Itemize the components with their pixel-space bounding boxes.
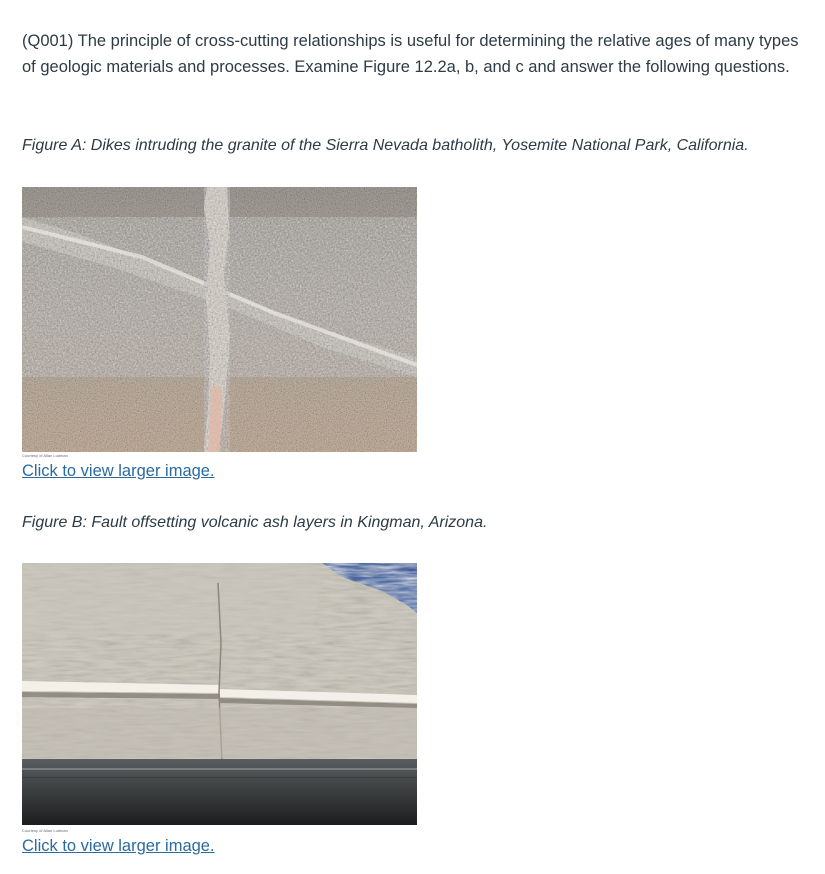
figure-a-view-larger-link[interactable]: Click to view larger image. bbox=[22, 462, 215, 480]
figure-a-caption: Figure A: Dikes intruding the granite of the Sierra Nevada batholith, Yosemite National Park, California. bbox=[22, 137, 749, 154]
question-text: (Q001) The principle of cross-cutting relationships is useful for determining the relative ages of many types of geologic materials and processes. Examine Figure 12.2a, b, and c and answer the following questions. bbox=[22, 32, 799, 76]
figure-a-image bbox=[22, 187, 417, 452]
figure-a-credit: Courtesy of Allan Ludman bbox=[22, 453, 68, 458]
figure-b-view-larger-link[interactable]: Click to view larger image. bbox=[22, 837, 215, 855]
figure-b-credit: Courtesy of Allan Ludman bbox=[22, 828, 68, 833]
figure-b-image bbox=[22, 563, 417, 825]
figure-b-caption: Figure B: Fault offsetting volcanic ash layers in Kingman, Arizona. bbox=[22, 514, 488, 531]
